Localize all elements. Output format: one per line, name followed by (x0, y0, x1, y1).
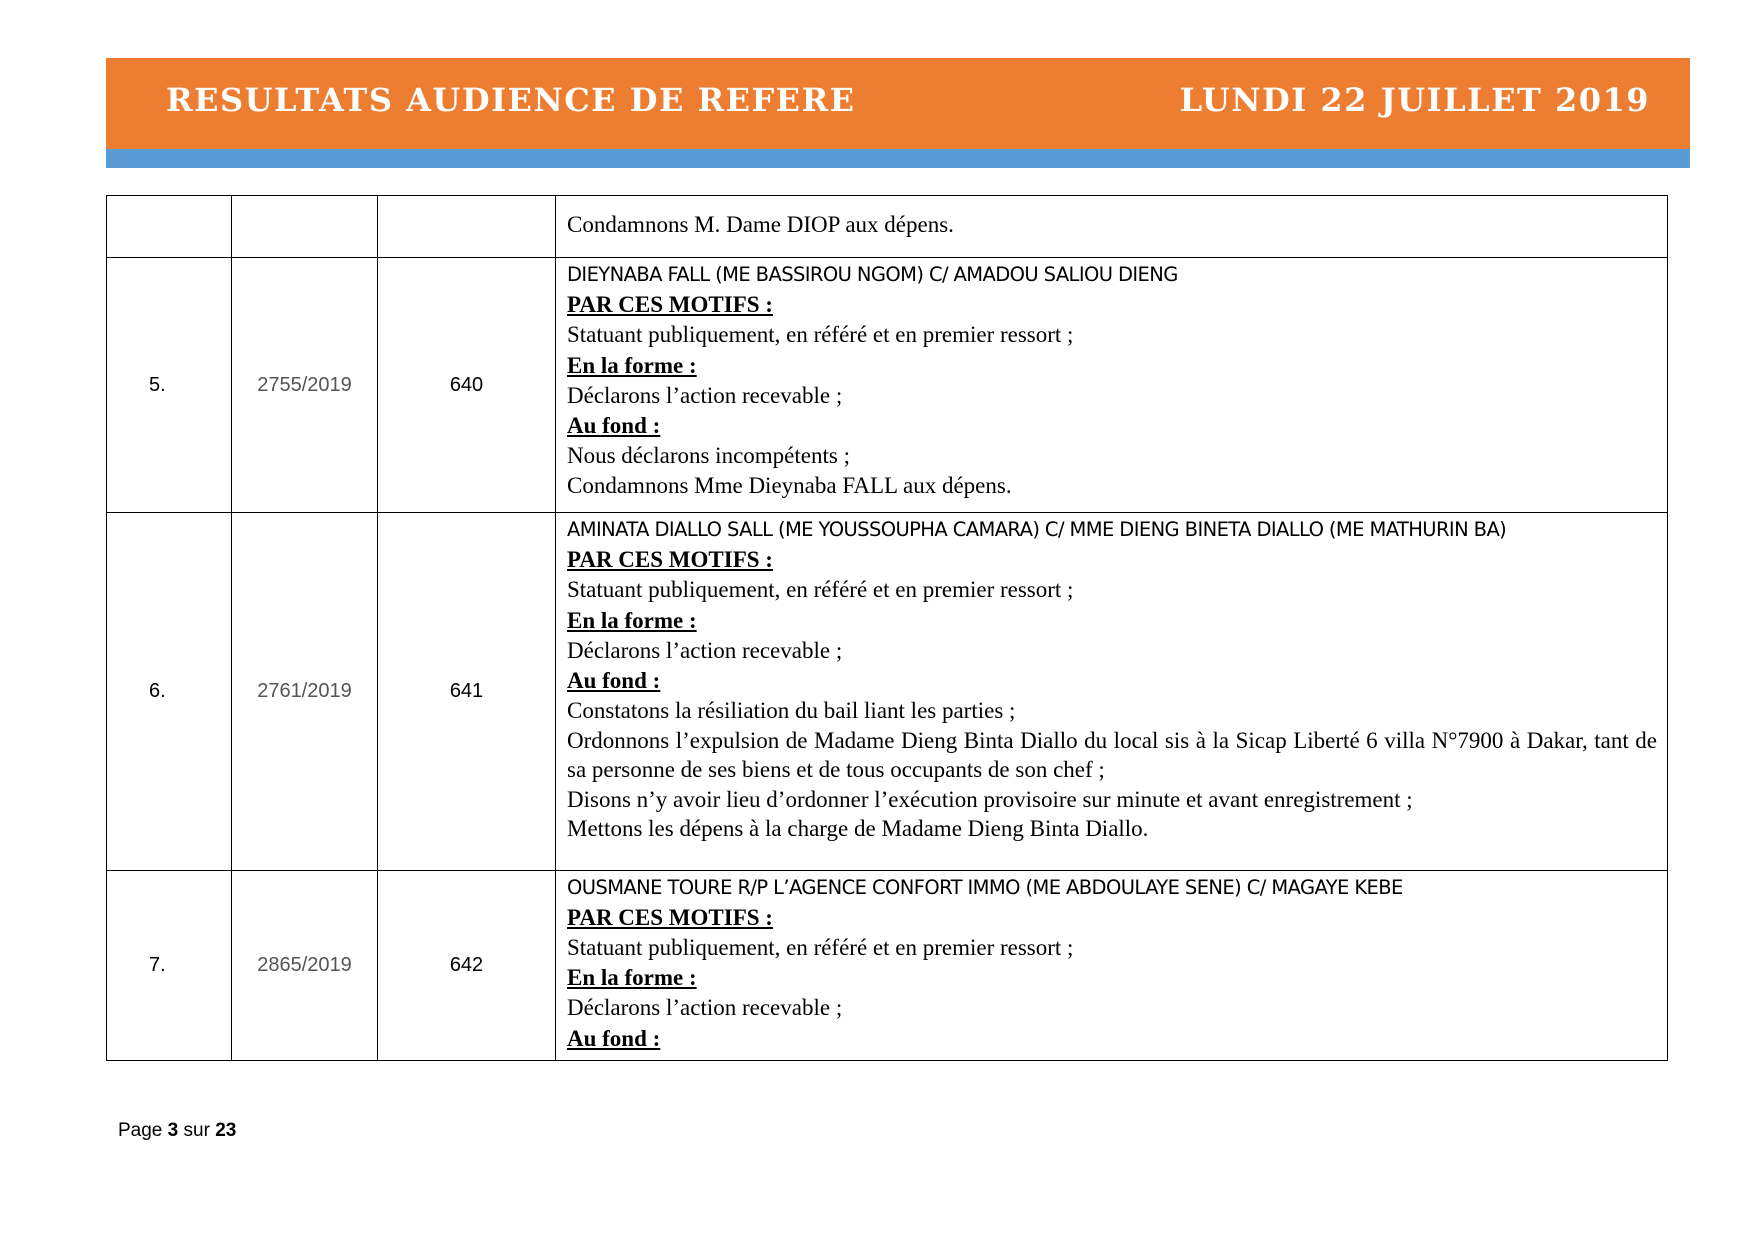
footer-middle: sur (178, 1120, 216, 1141)
cell-decision (556, 513, 1668, 871)
results-table (106, 195, 1668, 1061)
total-pages: 23 (215, 1120, 237, 1141)
fond-line: Nous déclarons incompétents ; (567, 443, 850, 468)
decision-line: Condamnons M. Dame DIOP aux dépens. (567, 212, 954, 238)
cell-ordonnance: 641 (378, 513, 556, 871)
cell-decision (556, 258, 1668, 513)
table-row-continued (107, 196, 1668, 258)
fond-line: Disons n’y avoir lieu d’ordonner l’exécution provisoire sur minute et avant enregistrement ; (567, 786, 1413, 812)
par-ces-motifs-heading: PAR CES MOTIFS : (567, 547, 773, 572)
cell-number: 6. (107, 513, 232, 871)
cell-rg-empty (232, 196, 378, 258)
forme-line: Déclarons l’action recevable ; (567, 637, 843, 663)
cell-ordonnance: 642 (378, 870, 556, 1060)
header-banner (106, 58, 1690, 149)
cell-decision-continued (556, 196, 1668, 258)
cell-number: 5. (107, 258, 232, 513)
statuant-line: Statuant publiquement, en référé et en premier ressort ; (567, 577, 1074, 602)
case-parties: OUSMANE TOURE R/P L’AGENCE CONFORT IMMO (ME ABDOULAYE SENE) C/ MAGAYE KEBE (567, 875, 1403, 899)
forme-line: Déclarons l’action recevable ; (567, 995, 843, 1020)
page-footer (118, 1120, 236, 1142)
header-stripe (106, 149, 1690, 168)
fond-line: Mettons les dépens à la charge de Madame Dieng Binta Diallo. (567, 816, 1149, 841)
cell-number: 7. (107, 870, 232, 1060)
au-fond-heading: Au fond : (567, 668, 661, 693)
par-ces-motifs-heading: PAR CES MOTIFS : (567, 292, 773, 317)
case-parties: AMINATA DIALLO SALL (ME YOUSSOUPHA CAMARA) C/ MME DIENG BINETA DIALLO (ME MATHURIN BA) (567, 518, 1507, 541)
fond-line: Constatons la résiliation du bail liant les parties ; (567, 698, 1016, 723)
forme-line: Déclarons l’action recevable ; (567, 382, 843, 408)
cell-rg: 2865/2019 (232, 870, 378, 1060)
fond-line: Condamnons Mme Dieynaba FALL aux dépens. (567, 472, 1012, 498)
cell-decision (556, 870, 1668, 1060)
current-page: 3 (167, 1120, 179, 1141)
statuant-line: Statuant publiquement, en référé et en premier ressort ; (567, 934, 1074, 960)
par-ces-motifs-heading: PAR CES MOTIFS : (567, 904, 773, 930)
au-fond-heading: Au fond : (567, 1025, 661, 1051)
cell-number-empty (107, 196, 232, 258)
au-fond-heading: Au fond : (567, 413, 661, 438)
table-row (107, 870, 1668, 1060)
statuant-line: Statuant publiquement, en référé et en premier ressort ; (567, 322, 1074, 347)
en-la-forme-heading: En la forme : (567, 607, 697, 633)
cell-ordonnance-empty (378, 196, 556, 258)
table-row (107, 513, 1668, 871)
cell-rg: 2755/2019 (232, 258, 378, 513)
fond-line: Ordonnons l’expulsion de Madame Dieng Binta Diallo du local sis à la Sicap Liberté 6 villa N°7900 à Dakar, tant de sa personne de ses biens et de tous occupants de son chef ; (567, 727, 1657, 782)
en-la-forme-heading: En la forme : (567, 352, 697, 378)
footer-prefix: Page (118, 1120, 168, 1141)
cell-rg: 2761/2019 (232, 513, 378, 871)
en-la-forme-heading: En la forme : (567, 965, 697, 990)
table-row (107, 258, 1668, 513)
document-title: RESULTATS AUDIENCE DE REFERE (166, 81, 856, 119)
case-parties: DIEYNABA FALL (ME BASSIROU NGOM) C/ AMADOU SALIOU DIENG (567, 263, 1178, 286)
cell-ordonnance: 640 (378, 258, 556, 513)
hearing-date: LUNDI 22 JUILLET 2019 (1179, 81, 1650, 119)
